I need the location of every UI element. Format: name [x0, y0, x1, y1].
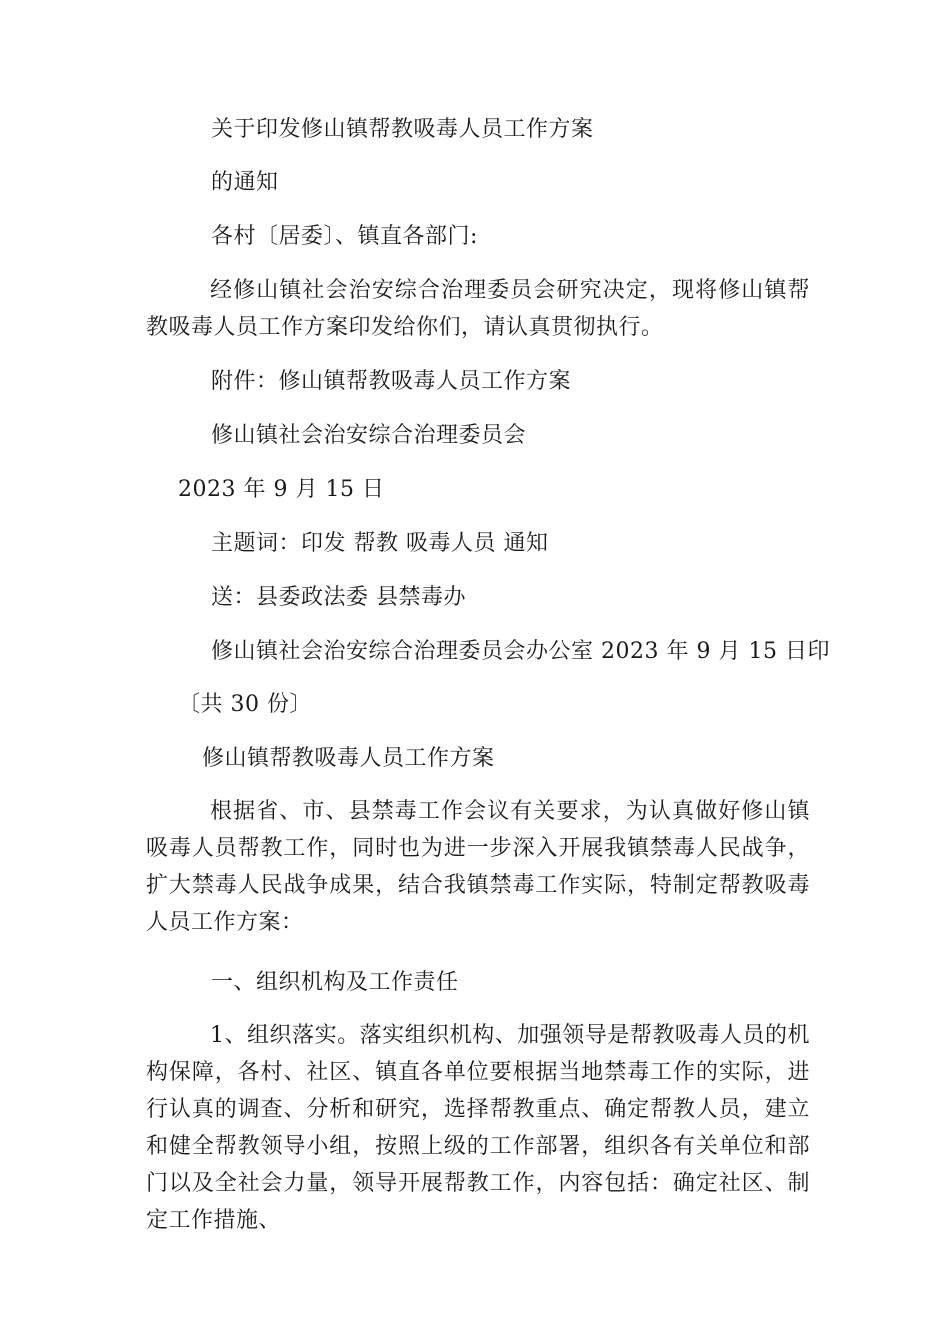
attachment-line: 附件：修山镇帮教吸毒人员工作方案 [211, 369, 572, 394]
notice-title-line1: 关于印发修山镇帮教吸毒人员工作方案 [211, 117, 594, 142]
issue-date: 2023 年 9 月 15 日 [178, 477, 385, 502]
printed-by-line: 修山镇社会治安综合治理委员会办公室 2023 年 9 月 15 日印 [211, 639, 830, 664]
plan-intro-paragraph: 根据省、市、县禁毒工作会议有关要求，为认真做好修山镇吸毒人员帮教工作，同时也为进一步深入开展我镇禁毒人民战争，扩大禁毒人民战争成果，结合我镇禁毒工作实际，特制定帮教吸毒人员工作方案： [146, 799, 810, 935]
section1-heading: 一、组织机构及工作责任 [211, 970, 459, 995]
notice-body-paragraph: 经修山镇社会治安综合治理委员会研究决定，现将修山镇帮教吸毒人员工作方案印发给你们，请认真贯彻执行。 [146, 278, 810, 340]
keywords-line: 主题词：印发 帮教 吸毒人员 通知 [211, 531, 549, 556]
section1-item1-paragraph: 1、组织落实。落实组织机构、加强领导是帮教吸毒人员的机构保障，各村、社区、镇直各单位要根据当地禁毒工作的实际，进行认真的调查、分析和研究，选择帮教重点、确定帮教人员，建立和健全帮教领导小组，按照上级的工作部署，组织各有关单位和部门以及全社会力量，领导开展帮教工作，内容包括：确定社区、制定工作措施、 [146, 1023, 810, 1233]
plan-title: 修山镇帮教吸毒人员工作方案 [202, 746, 495, 771]
copy-to-line: 送：县委政法委 县禁毒办 [211, 585, 466, 610]
issuer-name: 修山镇社会治安综合治理委员会 [211, 423, 527, 448]
salutation: 各村〔居委〕、镇直各部门: [211, 224, 478, 249]
notice-title-line2: 的通知 [211, 170, 279, 195]
copies-line: 〔共 30 份〕 [178, 692, 312, 717]
